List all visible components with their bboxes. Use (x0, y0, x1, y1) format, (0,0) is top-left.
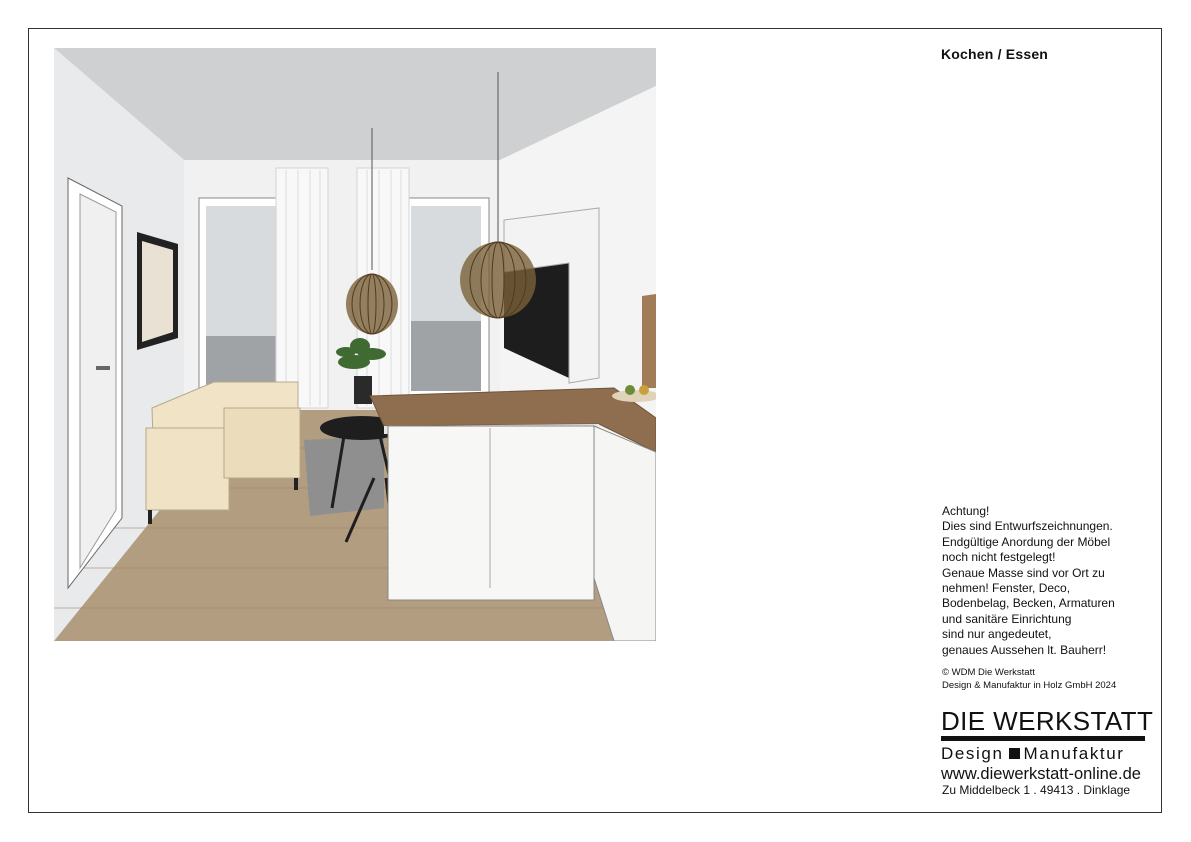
logo-rule (941, 736, 1145, 741)
sheet-title: Kochen / Essen (941, 46, 1049, 62)
square-icon (1009, 748, 1020, 759)
interior-rendering (54, 48, 656, 641)
logo-sub-left: Design (941, 744, 1004, 763)
disclaimer-notice: Achtung! Dies sind Entwurfszeichnungen. Endgültige Anordung der Möbel noch nicht festgelegt! Genaue Masse sind vor Ort zu nehmen! Fenster, Deco, Bodenbelag, Becken, Armaturen und sanitäre Einrichtung sind nur angedeutet, genaues Aussehen lt. Bauherr! (942, 504, 1115, 657)
website-url[interactable]: www.diewerkstatt-online.de (941, 765, 1141, 783)
logo-name: DIE WERKSTATT (941, 706, 1154, 736)
company-address: Zu Middelbeck 1 . 49413 . Dinklage (942, 783, 1131, 797)
company-logo (941, 706, 1154, 783)
copyright-notice: © WDM Die Werkstatt Design & Manufaktur in Holz GmbH 2024 (942, 667, 1117, 691)
logo-sub-right: Manufaktur (1023, 744, 1125, 763)
logo-subtitle (941, 743, 1151, 765)
